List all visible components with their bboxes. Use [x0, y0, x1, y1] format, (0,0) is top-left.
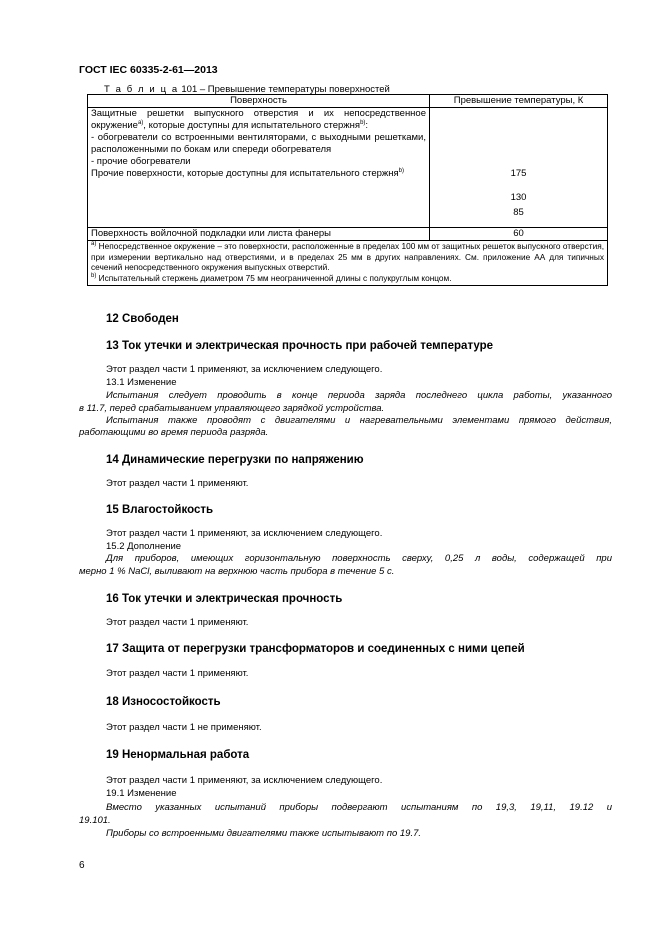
page-number: 6 [79, 860, 85, 871]
value-other-heaters: 130 [510, 192, 527, 203]
section-19-subheading: 19.1 Изменение [106, 788, 177, 799]
section-18-p1: Этот раздел части 1 не применяют. [106, 722, 262, 733]
section-16-title: 16 Ток утечки и электрическая прочность [106, 593, 343, 605]
section-19-p3-line2: 19.101. [79, 815, 111, 826]
table-footnotes [88, 241, 608, 286]
row-other-surfaces: Прочие поверхности, которые доступны для испытательного стержня$^{b)}$ [91, 168, 404, 179]
value-other-surfaces: 85 [513, 207, 524, 218]
footnote-a: $^{a)}$ Непосредственное окружение – это поверхности, расположенные в пределах 100 мм от защитных решеток выпускного отверстия, при измерении вертикально над отверстиями, и в пределах 25 мм в других направлениях. См. приложение АА для типичных сечений непосредственного окружения выпускных отверстий. [91, 241, 604, 273]
table-caption-text: 101 – Превышение температуры поверхностей [178, 84, 390, 95]
section-15-p1: Этот раздел части 1 применяют, за исключением следующего. [106, 528, 383, 539]
section-19-p3-line1: Вместо указанных испытаний приборы подвергают испытаниям по 19,3, 19,11, 19.12 и [106, 802, 612, 813]
section-13-p4-line2: работающими во время периода разряда. [79, 427, 269, 438]
section-14-p1: Этот раздел части 1 применяют. [106, 478, 249, 489]
section-15-p3-line2: мерно 1 % NaCl, выливают на верхнюю часть прибора в течение 5 с. [79, 566, 395, 577]
temperature-cell [430, 108, 608, 228]
section-17-title: 17 Защита от перегрузки трансформаторов и соединенных с ними цепей [106, 643, 525, 655]
table-header-row [88, 95, 608, 108]
table-body-row [88, 108, 608, 228]
table-caption-word: Т а б л и ц а [104, 84, 179, 95]
section-13-p3-line2: в 11.7, перед срабатыванием управляющего зарядкой устройства. [79, 403, 385, 414]
row-fan-heaters: - обогреватели со встроенными вентиляторами, с выходными решетками, расположенными по бокам или спереди обогревателя [91, 132, 426, 155]
value-fan-heaters: 175 [510, 168, 527, 179]
row-grilles: Защитные решетки выпускного отверстия и их непосредственное окружение$^{a)}$, которые доступны для испытательного стержня$^{b)}$: [91, 108, 426, 131]
section-13-subheading: 13.1 Изменение [106, 377, 177, 388]
section-19-title: 19 Ненормальная работа [106, 749, 250, 761]
section-19-p4: Приборы со встроенными двигателями также испытывают по 19.7. [106, 828, 422, 839]
section-19-p1: Этот раздел части 1 применяют, за исключением следующего. [106, 775, 383, 786]
row-other-heaters: - прочие обогреватели [91, 156, 191, 167]
surface-felt: Поверхность войлочной подкладки или листа фанеры [88, 228, 430, 241]
section-18-title: 18 Износостойкость [106, 696, 221, 708]
section-15-p3-line1: Для приборов, имеющих горизонтальную поверхность сверху, 0,25 л воды, содержащей при [106, 553, 612, 564]
section-14-title: 14 Динамические перегрузки по напряжению [106, 454, 364, 466]
table-footnotes-row [88, 241, 608, 286]
document-header: ГОСТ IEC 60335-2-61—2013 [79, 64, 218, 76]
footnote-b: $^{b)}$ Испытательный стержень диаметром 75 мм неограниченной длины с полукруглым концом. [91, 272, 452, 283]
section-16-p1: Этот раздел части 1 применяют. [106, 617, 249, 628]
section-15-title: 15 Влагостойкость [106, 504, 214, 516]
section-12-title: 12 Свободен [106, 313, 179, 325]
section-15-subheading: 15.2 Дополнение [106, 541, 182, 552]
col-header-surface: Поверхность [88, 95, 430, 108]
section-13-title: 13 Ток утечки и электрическая прочность при рабочей температуре [106, 340, 494, 352]
section-17-p1: Этот раздел части 1 применяют. [106, 668, 249, 679]
section-13-p4-line1: Испытания также проводят с двигателями и нагревательными элементами прямого действия, [106, 415, 612, 426]
col-header-temp: Превышение температуры, К [430, 95, 608, 108]
section-13-p3-line1: Испытания следует проводить в конце периода заряда последнего цикла работы, указанного [106, 390, 612, 401]
surface-cell [88, 108, 430, 228]
table-row-felt [88, 228, 608, 241]
section-13-p1: Этот раздел части 1 применяют, за исключением следующего. [106, 364, 383, 375]
value-felt: 60 [430, 228, 608, 241]
temperature-table [87, 94, 608, 286]
